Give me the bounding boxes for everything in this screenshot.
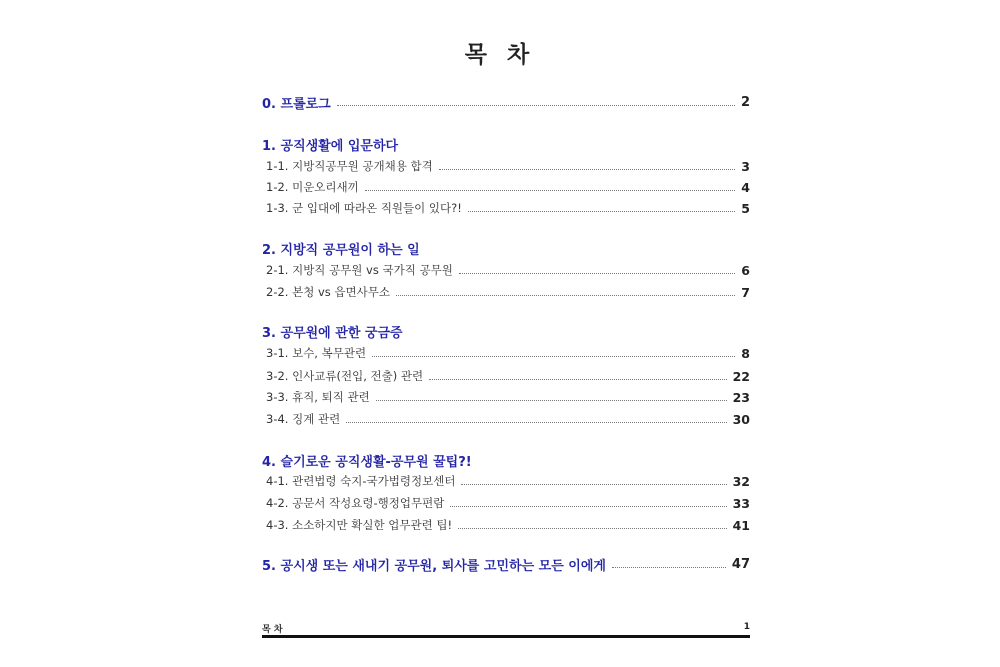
- toc-entry-page: 8: [741, 345, 750, 361]
- toc-entry-label: 3-1. 보수, 복무관련: [266, 346, 367, 360]
- toc-entry-page: 47: [731, 556, 750, 572]
- toc-entry-page: 7: [741, 284, 750, 300]
- toc-entry-label: 2-1. 지방직 공무원 vs 국가직 공무원: [266, 263, 453, 277]
- toc-entry-page: 22: [732, 368, 750, 384]
- toc-entry-page: 41: [732, 517, 750, 533]
- footer-page-number: 1: [743, 622, 750, 632]
- toc-section-label: 1. 공직생활에 입문하다: [262, 138, 399, 154]
- toc-entry-page: 5: [741, 200, 750, 216]
- page-title: 목 차: [464, 41, 536, 68]
- leader-dots: [612, 566, 726, 568]
- toc-entry-label: 0. 프롤로그: [262, 96, 331, 112]
- footer-rule: [262, 635, 750, 638]
- toc-entry-page: 32: [732, 473, 750, 489]
- leader-dots: [439, 168, 736, 170]
- toc-entry-label: 1-1. 지방직공무원 공개채용 합격: [266, 159, 433, 173]
- leader-dots: [372, 355, 735, 357]
- toc-entry-label: 4-3. 소소하지만 확실한 업무관련 팁!: [266, 518, 453, 532]
- toc-section-3[interactable]: [262, 321, 750, 341]
- leader-dots: [468, 210, 735, 212]
- toc-entry-3-3[interactable]: [262, 387, 750, 407]
- toc-entry-2-1[interactable]: [262, 260, 750, 280]
- toc-entry-1-1[interactable]: [262, 156, 750, 176]
- leader-dots: [450, 505, 726, 507]
- leader-dots: [337, 104, 735, 106]
- leader-dots: [396, 294, 735, 296]
- toc-entry-label: 1-3. 군 입대에 따라온 직원들이 있다?!: [266, 201, 462, 215]
- toc-entry-1-3[interactable]: [262, 198, 750, 218]
- toc-entry-page: 2: [740, 94, 750, 110]
- toc-entry-page: 6: [741, 262, 750, 278]
- toc-section-2[interactable]: [262, 238, 750, 258]
- leader-dots: [429, 378, 726, 380]
- toc-entry-4-1[interactable]: [262, 471, 750, 491]
- toc-section-5[interactable]: [262, 554, 750, 574]
- toc-entry-label: 4-2. 공문서 작성요령-행정업무편람: [266, 496, 445, 510]
- toc-entry-label: 3-4. 징계 관련: [266, 412, 341, 426]
- leader-dots: [458, 527, 727, 529]
- toc-entry-1-2[interactable]: [262, 177, 750, 197]
- toc-entry-page: 3: [741, 158, 750, 174]
- toc-entry-4-3[interactable]: [262, 515, 750, 535]
- toc-section-4[interactable]: [262, 450, 750, 470]
- toc-entry-label: 3-3. 휴직, 퇴직 관련: [266, 390, 370, 404]
- toc-entry-label: 2-2. 본청 vs 읍면사무소: [266, 285, 390, 299]
- toc-entry-3-2[interactable]: [262, 366, 750, 386]
- toc-entry-label: 4-1. 관련법령 숙지-국가법령정보센터: [266, 474, 456, 488]
- leader-dots: [346, 421, 726, 423]
- toc-entry-page: 33: [732, 495, 750, 511]
- leader-dots: [459, 272, 735, 274]
- toc-entry-page: 30: [732, 411, 750, 427]
- toc-section-label: 3. 공무원에 관한 궁금증: [262, 325, 403, 341]
- toc-entry-prologue[interactable]: [262, 92, 750, 112]
- footer-title: 목 차: [262, 625, 283, 635]
- leader-dots: [376, 399, 727, 401]
- toc-entry-3-1[interactable]: [262, 343, 750, 363]
- toc-entry-2-2[interactable]: [262, 282, 750, 302]
- toc-section-label: 5. 공시생 또는 새내기 공무원, 퇴사를 고민하는 모든 이에게: [262, 558, 606, 574]
- leader-dots: [365, 189, 736, 191]
- toc-entry-3-4[interactable]: [262, 409, 750, 429]
- toc-section-1[interactable]: [262, 134, 750, 154]
- toc-section-label: 4. 슬기로운 공직생활-공무원 꿀팁?!: [262, 454, 472, 470]
- toc-entry-label: 1-2. 미운오리새끼: [266, 180, 359, 194]
- toc-entry-page: 23: [732, 389, 750, 405]
- leader-dots: [461, 483, 726, 485]
- toc-section-label: 2. 지방직 공무원이 하는 일: [262, 242, 420, 258]
- toc-entry-label: 3-2. 인사교류(전입, 전출) 관련: [266, 369, 424, 383]
- toc-entry-page: 4: [741, 179, 750, 195]
- toc-entry-4-2[interactable]: [262, 493, 750, 513]
